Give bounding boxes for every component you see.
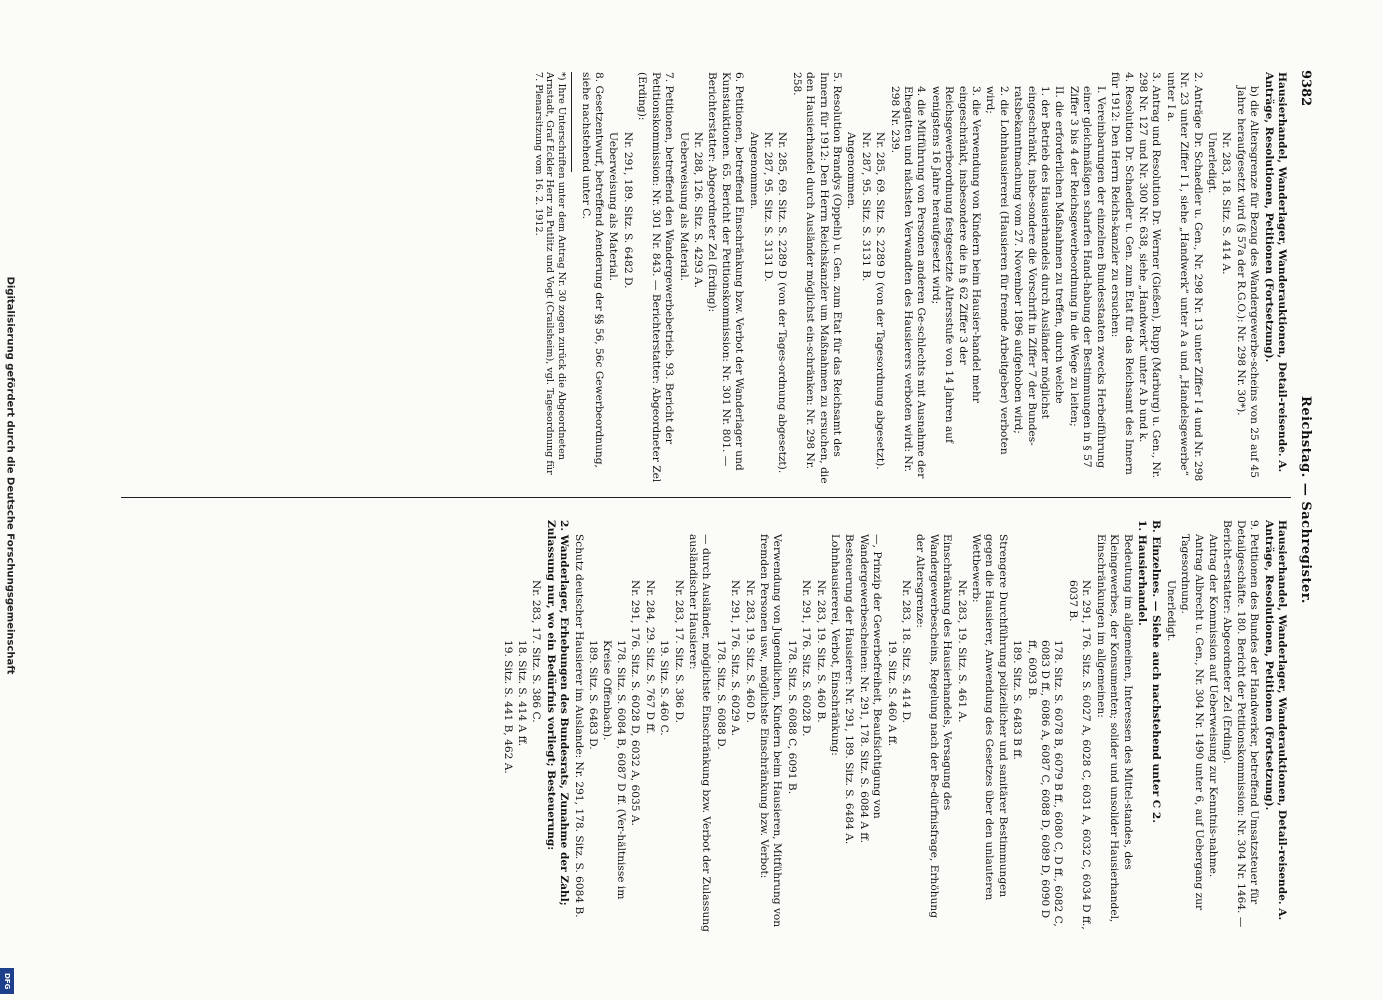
paragraph: Antrag der Kommission auf Ueberweisung zur Kenntnis-nahme. <box>1206 534 1219 878</box>
reference: 19. Sitz. S. 441 B, 462 A. <box>501 640 514 774</box>
paragraph: 7. Petitionen, betreffend den Wandergewerbebetrieb. 93. Bericht der Petitionskommission: Nr. 301 Nr. 843. — Berichterstatter: Abgeordneter Zel (Erding): <box>636 72 676 483</box>
paragraph: Lohnhausiererei, Verbot, Einschränkung: <box>829 534 841 756</box>
left-column <box>531 72 1288 484</box>
paragraph: Bedeutung im allgemeinen, Interessen des Mittel-standes, des Kleingewerbes, der Konsumenten; solider und unsolider Hausierhandel, Einschränkungen im allgemeinen: <box>1094 534 1134 923</box>
paragraph: 4. die Mitführung von Personen anderen Ge-schlechts mit Ausnahme der Ehegatten und nächsten Verwandten des Hausierers verboten wird: Nr. 298 Nr. 239. <box>888 86 928 479</box>
paragraph: 2. die Lohnhausiererei (Hausieren für fremde Arbeitgeber) verboten wird; <box>984 86 1010 455</box>
reference: Nr. 291, 176. Sitz. S. 6029 A. <box>729 580 742 736</box>
reference: Nr. 283, 17. Sitz. S. 386 C. <box>530 580 543 723</box>
reference: Nr. 291, 176. Sitz. S. 6027 A, 6028 C, 6031 A, 6032 C, 6034 D ff., 6037 B. <box>1066 580 1093 930</box>
paragraph: — durch Ausländer, möglichste Einschränkung bzw. Verbot der Zulassung ausländischer Hausierer: <box>686 534 713 932</box>
paragraph: 8. Gesetzentwurf, betreffend Aenderung der §§ 56, 56c Gewerbeordnung, siehe nachstehend unter C. <box>579 72 606 468</box>
paragraph: Besteuerung der Hausierer: Nr. 291, 189. Sitz. S. 6484 A. <box>843 534 856 845</box>
reference: Nr. 291, 176. Sitz. S. 6028 D. <box>800 580 813 737</box>
paragraph: Schutz deutscher Hausierer im Auslande: Nr. 291, 178. Sitz. S. 6084 B. <box>572 534 585 918</box>
reference: 178. Sitz. S. 6084 B, 6087 D ff. (Ver-hältnisse im Kreise Offenbach). <box>601 640 627 900</box>
status-note: Ueberweisung als Material. <box>677 132 690 281</box>
paragraph: 1. der Betrieb des Hausierhandels durch Ausländer möglichst eingeschränkt, insbe-sondere die Vorschrift in Ziffer 7 der Bundes-ratsbekanntmachung vom 27. November 1896 aufgehoben wird; <box>1012 86 1052 446</box>
paragraph: Strengere Durchführung polizeilicher und sanitärer Bestimmungen gegen die Hausierer, Anwendung des Gesetzes über den unlauteren Wettbewerb: <box>970 534 1009 901</box>
subsection-heading: B. Einzelnes. — Siehe auch nachstehend unter C 2. <box>1150 520 1163 823</box>
reference: 178. Sitz. S. 6088 C, 6091 B. <box>785 640 798 795</box>
paragraph: b) die Altersgrenze für Bezug des Wandergewerbe-scheins von 25 auf 45 Jahre heraufgesetzt wird (§ 57a der R.G.O.): Nr. 298 Nr. 30*). <box>1234 86 1261 479</box>
paragraph: Einschränkung des Hausierhandels, Versagung des Wandergewerbescheins, Regelung nach der Be-dürfnisfrage, Erhöhung der Altersgrenze: <box>914 534 954 918</box>
reference: 178. Sitz. S. 6078 B, 6079 B ff., 6080 C, D ff., 6082 C, 6083 D ff., 6086 A, 6087 C, 6088 D, 6089 D, 6090 D ff., 6093 B. <box>1025 640 1065 927</box>
status-note: Angenommen. <box>845 132 858 210</box>
reference: Nr. 283, 19. Sitz. S. 460 B. <box>814 580 827 723</box>
paragraph: 2. Anträge Dr. Schaedler u. Gen., Nr. 298 Nr. 13 unter Ziffer I 4 und Nr. 298 Nr. 23 unter Ziffer I 1, siehe „Handwerk“ unter A a und „Handelsgewerbe“ unter I a. <box>1164 72 1204 482</box>
running-title: Reichstag. — Sachregister. <box>1298 396 1313 604</box>
reference: 19. Sitz. S. 460 A ff. <box>885 640 898 747</box>
reference: 18. Sitz. S. 414 A ff. <box>516 640 529 747</box>
paragraph: 3. die Verwendung von Kindern beim Hausier-handel mehr eingeschränkt, insbesondere die in § 62 Ziffer 3 der Reichsgewerbeordnung festgesetzte Altersstufe von 14 Jahren auf wenigstens 16 Jahre heraufgesetzt wird; <box>929 86 983 444</box>
paragraph: 3. Antrag und Resolution Dr. Werner (Gießen), Rupp (Marburg) u. Gen., Nr. 298 Nr. 127 und Nr. 300 Nr. 638, siehe „Handwerk“ unter A b und k. <box>1136 72 1163 479</box>
reference: Nr. 291, 189. Sitz. S. 6482 D. <box>621 132 634 289</box>
paragraph: —, Prinzip der Gewerbefreiheit, Beaufsichtigung von Wandergewerbescheinen: Nr. 291, 178. Sitz. S. 6084 A ff. <box>857 534 884 843</box>
paragraph: II. die erforderlichen Maßnahmen zu treffen, durch welche <box>1053 86 1066 404</box>
reference: Nr. 291, 176. Sitz. S. 6028 D, 6032 A, 6035 A. <box>629 580 642 826</box>
paragraph: Verwendung von Jugendlichen, Kindern beim Hausieren, Mitführung von fremden Personen usw., möglichste Einschränkung bzw. Verbot: <box>757 534 784 928</box>
footnote-separator <box>571 72 572 172</box>
status-note: Ueberweisung als Material. <box>607 132 620 281</box>
reference: Nr. 288, 126. Sitz. S. 4293 A. <box>691 132 704 288</box>
reference: 189. Sitz. S. 6483 B ff. <box>1011 640 1024 760</box>
reference: Nr. 283, 19. Sitz. S. 461 A. <box>955 580 968 723</box>
reference: Nr. 287, 95. Sitz. S. 3131 B. <box>859 132 872 282</box>
paragraph: 4. Resolution Dr. Schaedler u. Gen. zum Etat für das Reichsamt des Innern für 1912: Den Herrn Reichs-kanzler zu ersuchen: <box>1109 72 1135 475</box>
reference: Nr. 287, 95. Sitz. S. 3131 D. <box>761 132 774 282</box>
reference: Nr. 283, 18. Sitz. S. 414 A. <box>1220 132 1233 275</box>
footnote: *) Ihre Unterschriften unter dem Antrag Nr. 30 zogen zurück die Abgeordneten Arnstadt, Graf Eckler Herr zu Putlitz und Vogt (Crailsheim), vgl. Tagesordnung für 7. Plenarsitzung vom 16. 2. 1912. <box>532 72 568 475</box>
paragraph: 5. Resolution Brandys (Oppeln) u. Gen. zum Etat für das Reichsamt des Innern für 1912: Den Herrn Reichskanzler um Maßnahmen zu ersuchen, die den Hausierhandel durch Ausländer möglichst ein-schränken: Nr. 298 Nr. 258. <box>790 72 843 484</box>
paragraph: I. Vereinbarungen der einzelnen Bundesstaaten zwecks Herbeiführung einer gleichmäßigen scharfen Hand-habung der Bestimmungen in § 57 Ziffer 3 bis 4 der Reichsgewerbeordnung in die Wege zu leiten; <box>1067 86 1107 469</box>
paragraph: 9. Petitionen des Bundes der Handwerker, betreffend Umsatzsteuer für Detailgeschäfte. 180. Bericht der Petitionskommission: Nr. 304 Nr. 1464. — Bericht-erstatter: Abgeordneter Zel (Erding). <box>1221 520 1261 928</box>
reference: Nr. 285, 69. Sitz. S. 2289 D (von der Tages-ordnung abgesetzt). <box>776 132 789 474</box>
page-number: 9382 <box>1298 70 1313 107</box>
status-note: Unerledigt. <box>1164 580 1177 642</box>
status-note: Angenommen. <box>747 132 760 210</box>
column-divider <box>121 497 1291 498</box>
reference: 189. Sitz. S. 6483 D. <box>587 640 600 750</box>
reference: Nr. 283, 18. Sitz. S. 414 D. <box>900 580 913 723</box>
page-header <box>1291 70 1313 930</box>
status-note: Unerledigt. <box>1205 132 1218 194</box>
dfg-logo-icon: DFG <box>0 968 14 994</box>
paragraph: Antrag Albrecht u. Gen., Nr. 304 Nr. 1490 unter 6, auf Uebergang zur Tagesordnung. <box>1179 534 1205 911</box>
digitization-credit: Digitalisierung gefördert durch die Deutsche Forschungsgemeinschaft <box>4 276 16 675</box>
section-heading: Hausierhandel, Wanderlager, Wanderauktionen, Detail-reisende. A. Anträge, Resolutionen, Petitionen (Fortsetzung). <box>1262 520 1288 921</box>
section-heading: Hausierhandel, Wanderlager, Wanderauktionen, Detail-reisende. A. Anträge, Resolutionen, Petitionen (Fortsetzung). <box>1262 72 1288 473</box>
reference: 178. Sitz. S. 6088 D. <box>714 640 727 750</box>
reference: Nr. 285, 69. Sitz. S. 2289 D (von der Tagesordnung abgesetzt). <box>874 132 887 470</box>
paragraph: 2. Wanderlager, Erhebungen des Bundesrats, Zunahme der Zahl; Zulassung nur, wo ein Bedürfnis vorliegt; Besteuerung: <box>544 520 571 906</box>
subsection-heading: 1. Hausierhandel. <box>1135 520 1148 626</box>
reference: 19. Sitz. S. 460 C. <box>658 640 671 736</box>
reference: Nr. 283, 19. Sitz. S. 460 D. <box>743 580 756 723</box>
reference: Nr. 284, 29. Sitz. S. 767 D ff. <box>643 580 656 734</box>
paragraph: 6. Petitionen, betreffend Einschränkung bzw. Verbot der Wanderlager und Kunstauktionen. 65. Bericht der Petitionskommission: Nr. 301 Nr. 801. — Berichterstatter: Abgeordneter Zel (Erding): <box>706 72 746 471</box>
reference: Nr. 283, 17. Sitz. S. 386 D. <box>672 580 685 723</box>
right-column <box>499 520 1288 932</box>
